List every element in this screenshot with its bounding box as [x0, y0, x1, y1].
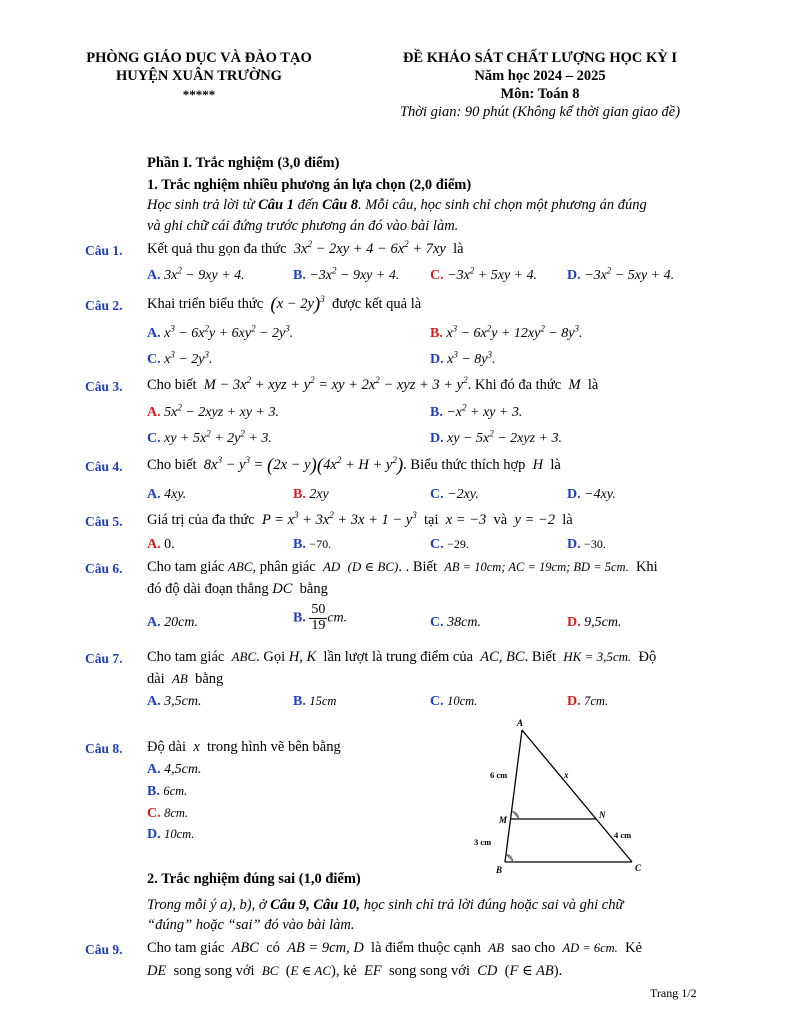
q1-option-d: D. $-3x^2 - 5xy + 4$.: [567, 265, 675, 283]
label-nc-length: 4 cm: [614, 830, 632, 840]
question-6-label: Câu 6.: [85, 561, 123, 576]
section2-instruction: Trong mỗi ý a), b), ở Câu 9, Câu 10, học sinh chỉ trả lời đúng hoặc sai và ghi chữ: [147, 897, 624, 913]
question-5-text: Giá trị của đa thức $P = x^3 + 3x^2 + 3x + 1 - y^3$ tại x = −3 và y = −2 là: [147, 510, 573, 528]
q5-option-d: D. −30.: [567, 537, 606, 552]
question-1-text: Kết quả thu gọn đa thức $3x^2 - 2xy + 4 - 6x^2 + 7xy$ là: [147, 239, 464, 257]
q1-option-a: A. $3x^2 - 9xy + 4$.: [147, 265, 245, 283]
section1-instruction-2: và ghi chữ cái đứng trước phương án đó vào bài làm.: [147, 218, 459, 234]
question-9-line-2: DE song song với BC (E ∈ AC), kẻ EF song song với CD (F ∈ AB).: [147, 963, 563, 979]
question-5-label: Câu 5.: [85, 514, 123, 529]
label-am-length: 6 cm: [490, 770, 508, 780]
label-x: x: [564, 770, 569, 780]
side-ac: [522, 730, 632, 862]
label-b: B: [496, 865, 503, 875]
label-m: M: [499, 815, 508, 825]
q8-option-b: B. 6cm.: [147, 784, 188, 799]
q4-option-b: B. 2xy: [293, 487, 329, 502]
question-6-text: Cho tam giác ABC, phân giác AD (D ∈ BC). . Biết AB = 10cm; AC = 19cm; BD = 5cm. Khi: [147, 559, 658, 575]
question-4-text: Cho biết $8x^3 - y^3 = (2x - y)(4x^2 + H + y^2)$. Biểu thức thích hợp H là: [147, 455, 561, 476]
question-8-text: Độ dài x trong hình vẽ bên bằng: [147, 739, 341, 755]
question-2-label: Câu 2.: [85, 298, 123, 313]
q3-option-c: C. xy + $5x^2 + 2y^2 + 3$.: [147, 428, 272, 446]
triangle-figure: [460, 712, 660, 882]
question-4-label: Câu 4.: [85, 459, 123, 474]
side-ab: [505, 730, 522, 862]
q4-option-a: A. 4xy.: [147, 487, 187, 502]
q5-option-b: B. −70.: [293, 537, 332, 552]
section2-title: 2. Trắc nghiệm đúng sai (1,0 điểm): [147, 871, 361, 887]
question-7-line-2: dài AB bằng: [147, 671, 224, 687]
q2-option-c: C. $x^3 - 2y^3$.: [147, 349, 213, 367]
exam-title: ĐỀ KHẢO SÁT CHẤT LƯỢNG HỌC KỲ I: [402, 50, 678, 66]
q8-option-c: C. 8cm.: [147, 806, 189, 821]
exam-time: Thời gian: 90 phút (Không kể thời gian giao đề): [399, 104, 681, 120]
district-name: HUYỆN XUÂN TRƯỜNG: [116, 68, 282, 84]
q3-option-a: A. $5x^2 - 2xyz$ + xy + 3.: [147, 402, 279, 420]
q7-option-b: B. 15cm: [293, 694, 337, 709]
section2-instruction-2: “đúng” hoặc “sai” đó vào bài làm.: [147, 917, 355, 933]
question-6-line-2: đó độ dài đoạn thẳng DC bằng: [147, 581, 328, 597]
angle-b-mark: [506, 854, 513, 862]
section1-instruction: Học sinh trả lời từ Câu 1 đến Câu 8. Mỗi câu, học sinh chỉ chọn một phương án đúng: [147, 197, 647, 213]
q2-option-a: A. $x^3 - 6x^2y + 6xy^2 - 2y^3$.: [147, 323, 294, 341]
question-3-label: Câu 3.: [85, 379, 123, 394]
q6-option-c: C. 38cm.: [430, 615, 481, 630]
question-3-text: Cho biết $M - 3x^2$ + xyz + $y^2$ = xy + $2x^2$ − xyz + $3 + y^2$. Khi đó đa thức M là: [147, 375, 599, 393]
question-9-text: Cho tam giác ABC có AB = 9cm, D là điểm thuộc cạnh AB sao cho AD = 6cm. Kẻ: [147, 940, 642, 956]
label-a: A: [517, 718, 524, 728]
q7-option-d: D. 7cm.: [567, 694, 609, 709]
header-stars: *****: [182, 87, 216, 102]
q4-option-d: D. −4xy.: [567, 487, 616, 502]
q7-option-c: C. 10cm.: [430, 694, 478, 709]
q6-option-b: B. $\frac{50}{19}$ cm.: [293, 602, 348, 633]
q3-option-d: D. xy − $5x^2 - 2xyz + 3$.: [430, 428, 562, 446]
label-mb-length: 3 cm: [474, 837, 492, 847]
q5-option-a: A. 0.: [147, 537, 175, 552]
q7-option-a: A. 3,5cm.: [147, 694, 202, 709]
question-9-label: Câu 9.: [85, 942, 123, 957]
part1-title: Phần I. Trắc nghiệm (3,0 điểm): [147, 155, 340, 171]
q5-option-c: C. −29.: [430, 537, 469, 552]
label-c: C: [635, 863, 642, 873]
q8-option-a: A. 4,5cm.: [147, 762, 202, 777]
question-1-label: Câu 1.: [85, 243, 123, 258]
school-year: Năm học 2024 – 2025: [474, 68, 606, 84]
q2-option-b: B. $x^3 - 6x^2y + 12xy^2 - 8y^3$.: [430, 323, 583, 341]
q1-option-c: C. $-3x^2 + 5xy + 4$.: [430, 265, 538, 283]
q8-option-d: D. 10cm.: [147, 827, 195, 842]
q3-option-b: B. $-x^2$ + xy + 3.: [430, 402, 523, 420]
q1-option-b: B. $-3x^2 - 9xy + 4$.: [293, 265, 400, 283]
q2-option-d: D. $x^3 - 8y^3$.: [430, 349, 496, 367]
angle-m-mark: [512, 811, 519, 819]
q4-option-c: C. −2xy.: [430, 487, 479, 502]
question-7-text: Cho tam giác ABC. Gọi H, K lần lượt là trung điểm của AC, BC. Biết HK = 3,5cm. Độ: [147, 649, 657, 665]
question-8-label: Câu 8.: [85, 741, 123, 756]
question-7-label: Câu 7.: [85, 651, 123, 666]
question-2-text: Khai triển biểu thức $(x - 2y)^3$ được kết quả là: [147, 294, 422, 315]
department-name: PHÒNG GIÁO DỤC VÀ ĐÀO TẠO: [86, 50, 312, 66]
section1-title: 1. Trắc nghiệm nhiều phương án lựa chọn (2,0 điểm): [147, 177, 472, 193]
label-n: N: [599, 810, 606, 820]
q6-option-d: D. 9,5cm.: [567, 615, 622, 630]
subject: Môn: Toán 8: [500, 86, 580, 102]
page-number: Trang 1/2: [650, 986, 697, 1000]
q6-option-a: A. 20cm.: [147, 615, 198, 630]
